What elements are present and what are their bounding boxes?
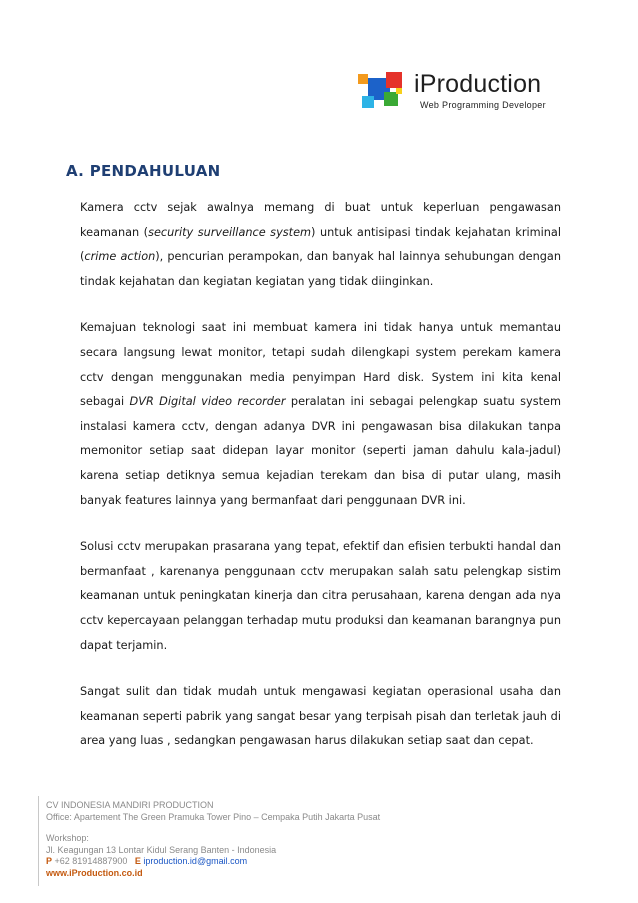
footer-divider [38, 796, 39, 886]
phone-label: P [46, 856, 53, 866]
footer-website[interactable]: www.iProduction.co.id [46, 867, 143, 878]
document-body [66, 162, 561, 776]
logo-squares-icon [356, 68, 410, 112]
footer-workshop-address: Jl. Keagungan 13 Lontar Kidul Serang Banten - Indonesia [46, 844, 277, 855]
paragraph-1: Kamera cctv sejak awalnya memang di buat untuk keperluan pengawasan keamanan (security surveillance system) untuk antisipasi tindak kejahatan kriminal (crime action), pencurian perampokan, dan banyak hal lainnya sehubungan dengan tindak kejahatan dan kegiatan kegiatan yang tidak diinginkan. [80, 201, 561, 288]
paragraph-4: Sangat sulit dan tidak mudah untuk mengawasi kegiatan operasional usaha dan keamanan seperti pabrik yang sangat besar yang terpisah pisah dan terletak jauh di area yang luas , sedangkan pengawasan harus dilakukan setiap saat dan cepat. [80, 685, 561, 748]
italic-term: security surveillance system [148, 225, 312, 239]
footer-email[interactable]: iproduction.id@gmail.com [143, 856, 248, 866]
footer [46, 800, 426, 879]
logo-name: iProduction [414, 70, 542, 98]
footer-office: Office: Apartement The Green Pramuka Tower Pino – Cempaka Putih Jakarta Pusat [46, 811, 381, 822]
paragraph-3: Solusi cctv merupakan prasarana yang tepat, efektif dan efisien terbukti handal dan bermanfaat , karenanya penggunaan cctv merupakan salah satu pelengkap sistim keamanan untuk peningkatan kinerja dan citra perusahaan, karena dengan ada nya cctv kepercayaan pelanggan terhadap mutu produksi dan keamanan barangnya pun dapat terjamin. [80, 540, 561, 652]
logo-tagline: Web Programming Developer [420, 100, 546, 110]
company-logo [356, 68, 566, 114]
footer-contact [46, 856, 426, 868]
paragraph-2: Kemajuan teknologi saat ini membuat kamera ini tidak hanya untuk memantau secara langsung lewat monitor, tetapi sudah dilengkapi system perekam kamera cctv dengan menggunakan media penyimpan Hard disk. System ini kita kenal sebagai DVR Digital video recorder peralatan ini sebagai pelengkap suatu system instalasi kamera cctv, dengan adanya DVR ini pengawasan bisa dilakukan tanpa memonitor setiap saat didepan layar monitor (seperti jaman dahulu kala-jadul) karena setiap detiknya semua kejadian terekam dan bisa di putar ulang, masih banyak features lainnya yang bermanfaat dari penggunaan DVR ini. [80, 321, 561, 507]
email-label: E [134, 856, 141, 866]
italic-term: DVR Digital video recorder [129, 395, 286, 409]
italic-term: crime action [84, 250, 156, 264]
footer-workshop-label: Workshop: [46, 833, 89, 843]
section-heading: A. PENDAHULUAN [66, 162, 221, 180]
footer-company: CV INDONESIA MANDIRI PRODUCTION [46, 800, 214, 810]
footer-phone: +62 81914887900 [54, 856, 128, 866]
